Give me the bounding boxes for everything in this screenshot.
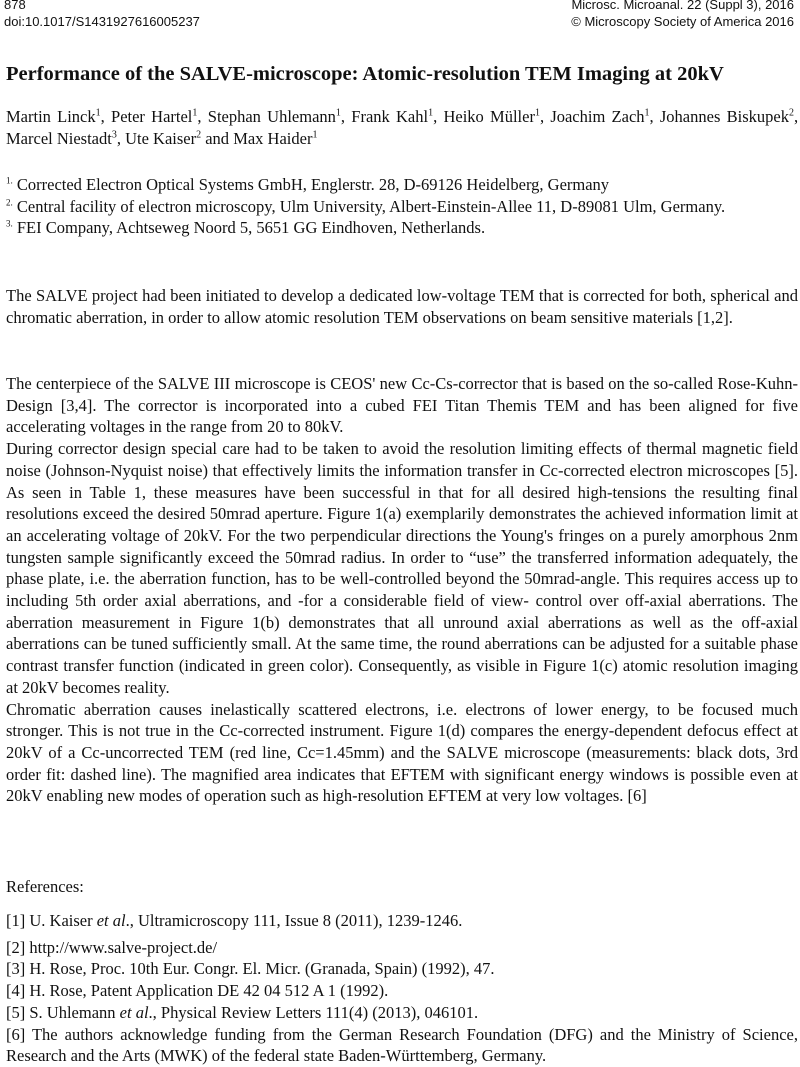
paper-title: Performance of the SALVE-microscope: Atomic-resolution TEM Imaging at 20kV <box>6 63 724 85</box>
reference-text: ., Physical Review Letters 111(4) (2013), 046101. <box>148 1002 479 1022</box>
author-affiliation-marker: 1 <box>95 107 101 119</box>
author-name: Stephan Uhlemann <box>207 107 336 126</box>
reference-text: [1] U. Kaiser <box>6 911 97 930</box>
copyright-notice: © Microscopy Society of America 2016 <box>571 14 794 29</box>
reference-text: [4] H. Rose, Patent Application DE 42 04 512 A 1 (1992). <box>6 981 389 1001</box>
reference-etal: et al <box>96 911 126 930</box>
references-heading: References: <box>6 877 84 896</box>
affiliation-number: 2. <box>6 197 13 208</box>
running-header-right <box>571 0 794 30</box>
author-affiliation-marker: 1 <box>192 107 198 119</box>
author-name: Frank Kahl <box>351 107 429 126</box>
author-affiliation-marker: 2 <box>196 129 202 141</box>
author-affiliation-marker: 1 <box>644 107 650 119</box>
affiliation-text: Corrected Electron Optical Systems GmbH, Englerstr. 28, D-69126 Heidelberg, Germany <box>12 175 610 194</box>
reference-item <box>6 937 798 959</box>
author-name: Johannes Biskupek <box>659 107 789 126</box>
reference-text: [2] http://www.salve-project.de/ <box>6 937 218 957</box>
author-separator: , <box>539 107 551 126</box>
reference-item <box>6 1002 798 1024</box>
author-name: Ute Kaiser <box>125 128 197 148</box>
author-name: Max Haider <box>233 128 313 148</box>
author-affiliation-marker: 1 <box>428 107 434 119</box>
reference-text: [3] H. Rose, Proc. 10th Eur. Congr. El. Micr. (Granada, Spain) (1992), 47. <box>6 959 495 979</box>
author-separator: , <box>116 128 126 148</box>
reference-text: [5] S. Uhlemann <box>6 1002 120 1022</box>
affiliation <box>6 174 798 196</box>
body-text <box>6 373 798 807</box>
affiliation-text: Central facility of electron microscopy, Ulm University, Albert-Einstein-Allee 11, D-89081 Ulm, Germany. <box>12 196 726 216</box>
author-name: Heiko Müller <box>443 107 535 126</box>
paragraph-intro: The SALVE project had been initiated to develop a dedicated low-voltage TEM that is corrected for both, spherical and chromatic aberration, in order to allow atomic resolution TEM observations on beam sensitive materials [1,2]. <box>6 286 798 327</box>
reference-item <box>6 910 798 932</box>
author-separator: , <box>433 107 444 126</box>
author-affiliation-marker: 3 <box>111 129 117 141</box>
paragraph-corrector: The centerpiece of the SALVE III microscope is CEOS' new Cc-Cs-corrector that is based on the so-called Rose-Kuhn-Design [3,4]. The corrector is incorporated into a cubed FEI Titan Themis TEM and has been aligned for five accelerating voltages in the range from 20 to 80kV. <box>6 374 798 437</box>
affiliation <box>6 196 798 218</box>
author-name: Marcel Niestadt <box>6 128 112 148</box>
doi: doi:10.1017/S1431927616005237 <box>4 14 200 29</box>
author-affiliation-marker: 2 <box>788 107 794 119</box>
paragraph-chromatic: Chromatic aberration causes inelastically scattered electrons, i.e. electrons of lower energy, to be focused much stronger. This is not true in the Cc-corrected instrument. Figure 1(d) compares the energy-dependent defocus effect at 20kV of a Cc-uncorrected TEM (red line, Cc=1.45mm) and the SALVE microscope (measurements: black dots, 3rd order fit: dashed line). The magnified area indicates that EFTEM with significant energy windows is possible even at 20kV enabling new modes of operation such as high-resolution EFTEM at very low voltages. [6] <box>6 699 798 806</box>
author-affiliation-marker: 1 <box>534 107 540 119</box>
reference-text: [6] The authors acknowledge funding from the German Research Foundation (DFG) and the Ministry of Science, Research and the Arts (MWK) of the federal state Baden-Württemberg, Germany. <box>6 1024 798 1066</box>
affiliation-number: 1. <box>6 175 13 186</box>
author-separator: , <box>793 107 799 126</box>
reference-text: ., Ultramicroscopy 111, Issue 8 (2011), 1239-1246. <box>125 911 463 930</box>
affiliation-list <box>6 174 798 239</box>
author-name: Martin Linck <box>6 107 96 126</box>
author-separator: , <box>649 107 660 126</box>
author-affiliation-marker: 1 <box>312 129 318 141</box>
running-header-left <box>4 0 200 30</box>
reference-item <box>6 980 798 1002</box>
journal-citation: Microsc. Microanal. 22 (Suppl 3), 2016 <box>571 0 794 12</box>
page-number: 878 <box>4 0 26 12</box>
author-separator: , <box>100 107 112 126</box>
paragraph-design: During corrector design special care had to be taken to avoid the resolution limiting effects of thermal magnetic field noise (Johnson-Nyquist noise) that effectively limits the information transfer in Cc-corrected electron microscopes [5]. As seen in Table 1, these measures have been successful in that for all desired high-tensions the resulting final resolutions exceed the desired 50mrad aperture. Figure 1(a) exemplarily demonstrates the achieved information limit at an accelerating voltage of 20kV. For the two perpendicular directions the Young's fringes on a purely amorphous 2nm tungsten sample significantly exceed the 50mrad radius. In order to “use” the transferred information adequately, the phase plate, i.e. the aberration function, has to be well-controlled beyond the 50mrad-angle. This requires access up to including 5th order axial aberrations, and -for a considerable field of view- control over off-axial aberrations. The aberration measurement in Figure 1(b) demonstrates that all unround axial aberrations as well as the off-axial aberrations can be tuned sufficiently small. At the same time, the round aberrations can be adjusted for a suitable phase contrast transfer function (indicated in green color). Consequently, as visible in Figure 1(c) atomic resolution imaging at 20kV becomes reality. <box>6 439 798 697</box>
author-separator: , <box>340 107 352 126</box>
author-name: Joachim Zach <box>550 107 645 126</box>
affiliation-number: 3. <box>6 218 13 229</box>
affiliation <box>6 217 798 239</box>
affiliation-text: FEI Company, Achtseweg Noord 5, 5651 GG Eindhoven, Netherlands. <box>12 218 486 238</box>
author-affiliation-marker: 1 <box>335 107 341 119</box>
author-separator: , <box>197 107 208 126</box>
reference-etal: et al <box>119 1002 149 1022</box>
author-list <box>6 106 798 149</box>
reference-list <box>6 910 798 1067</box>
reference-item <box>6 1024 798 1067</box>
author-separator: and <box>201 128 234 148</box>
reference-item <box>6 958 798 980</box>
author-name: Peter Hartel <box>111 107 193 126</box>
